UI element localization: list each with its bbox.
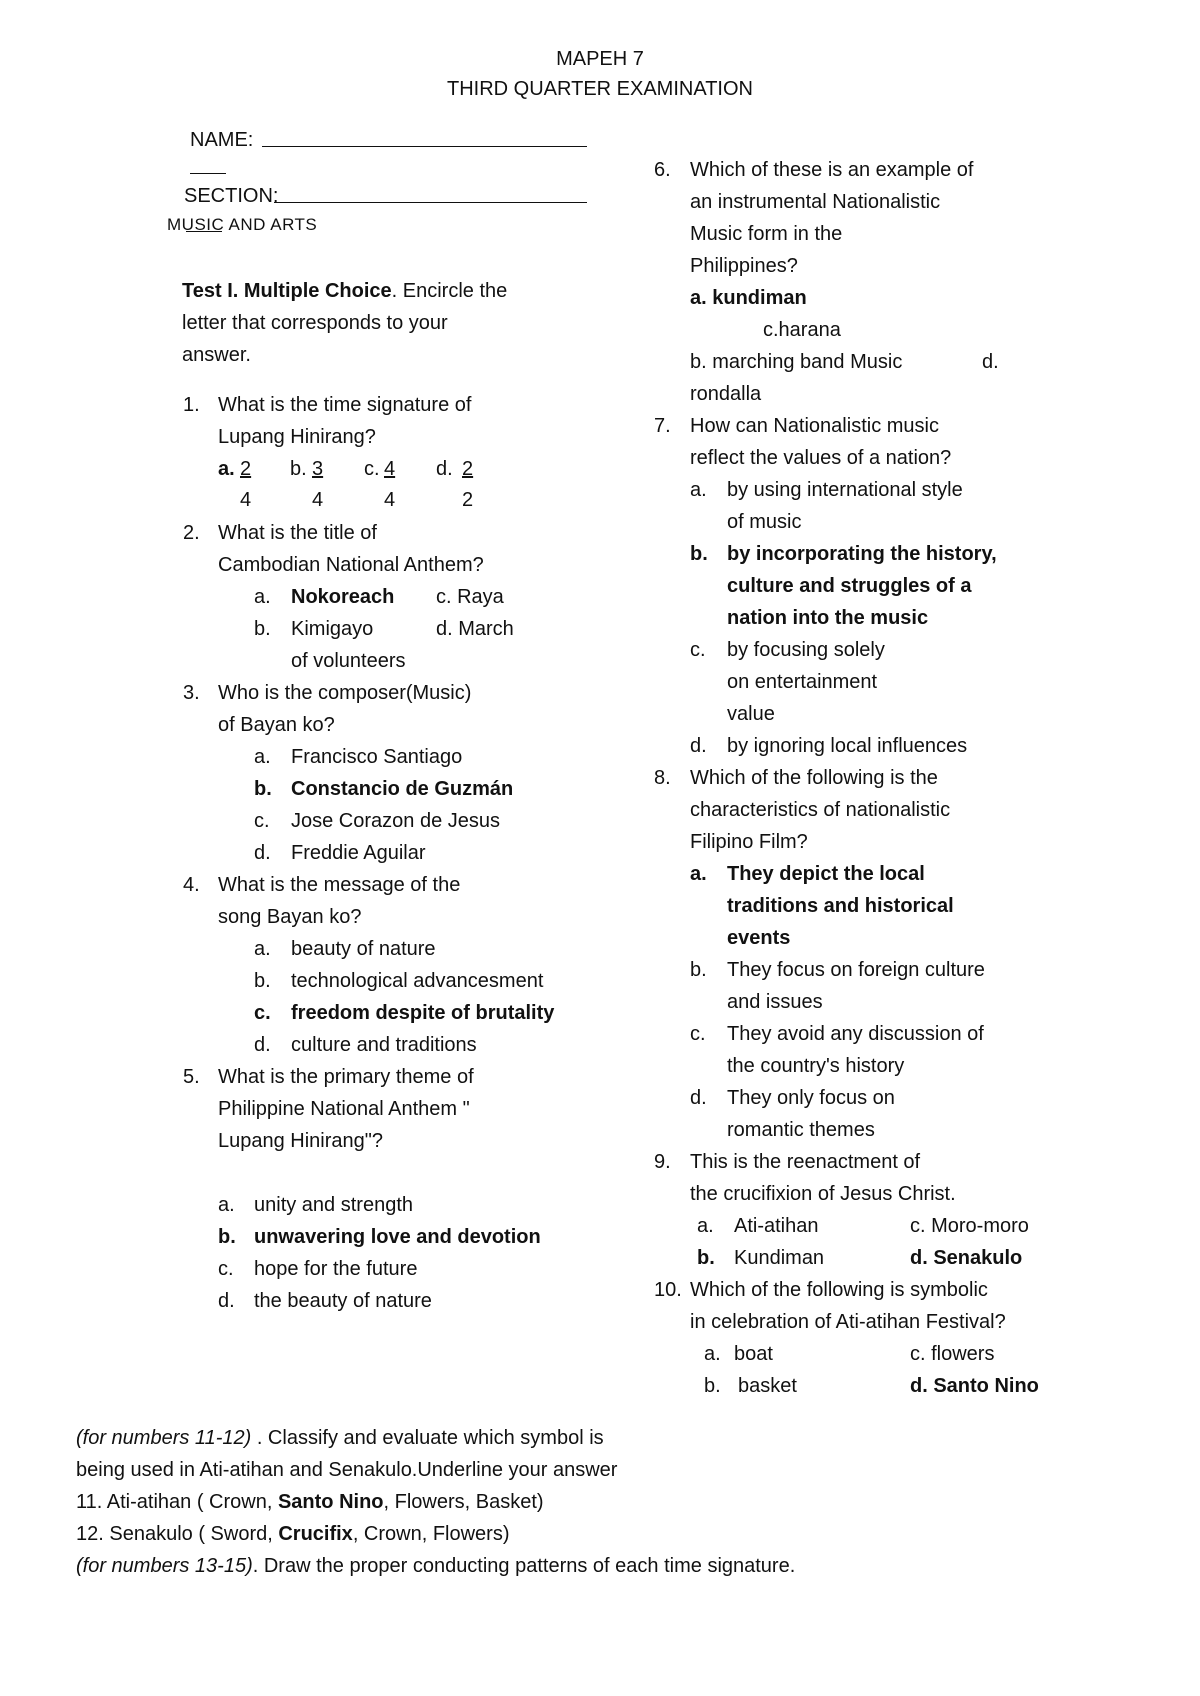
q3-c-letter: c. (254, 810, 270, 832)
q6-text: Which of these is an example of (690, 159, 974, 181)
q6-option-a[interactable]: a. kundiman (690, 287, 807, 309)
q3-option-c[interactable]: Jose Corazon de Jesus (291, 810, 501, 832)
q7-text-line2: reflect the values of a nation? (690, 447, 952, 469)
q1-text-line2: Lupang Hinirang? (218, 426, 376, 448)
q8-text-line2: characteristics of nationalistic (690, 799, 951, 821)
q7-b-letter: b. (690, 543, 708, 565)
q6-text-line3: Music form in the (690, 223, 843, 245)
subject-title: MAPEH 7 (556, 48, 644, 70)
q9-b-letter: b. (697, 1247, 715, 1269)
q3-d-letter: d. (254, 842, 271, 864)
q10-b-letter: b. (704, 1375, 721, 1397)
q5-d-letter: d. (218, 1290, 235, 1312)
q2-option-d-cont: of volunteers (291, 650, 406, 672)
exam-title: THIRD QUARTER EXAMINATION (447, 78, 753, 100)
q8-text-line3: Filipino Film? (690, 831, 808, 853)
q10-option-a[interactable]: boat (734, 1343, 773, 1365)
q7-option-b[interactable]: by incorporating the history, (727, 543, 997, 565)
q1-d-numerator: 2 (462, 458, 474, 480)
q4-d-letter: d. (254, 1034, 271, 1056)
q6-option-d[interactable]: d. (982, 351, 999, 373)
q2-number: 2. (183, 522, 200, 544)
component-label: MUSIC AND ARTS (167, 215, 318, 234)
q3-number: 3. (183, 682, 200, 704)
q9-text-line2: the crucifixion of Jesus Christ. (690, 1183, 956, 1205)
name-line-overflow (190, 173, 226, 174)
q7-option-c-line3: value (727, 703, 775, 725)
q3-text-line2: of Bayan ko? (218, 714, 335, 736)
q10-option-d[interactable]: d. Santo Nino (910, 1375, 1039, 1397)
q8-option-b-line2: and issues (727, 991, 823, 1013)
section-label: SECTION: (184, 185, 279, 207)
q3-option-a[interactable]: Francisco Santiago (291, 746, 463, 768)
q7-a-letter: a. (690, 479, 707, 501)
q1-number: 1. (183, 394, 200, 416)
q10-text-line2: in celebration of Ati-atihan Festival? (690, 1311, 1006, 1333)
q1-option-c[interactable]: c. (364, 458, 380, 480)
q1-text: What is the time signature of (218, 394, 472, 416)
section-line-overflow (186, 231, 222, 232)
q3-option-b[interactable]: Constancio de Guzmán (291, 778, 514, 800)
q7-text: How can Nationalistic music (690, 415, 939, 437)
section-line[interactable] (274, 202, 587, 203)
q1-b-numerator: 3 (312, 458, 324, 480)
q7-number: 7. (654, 415, 671, 437)
name-label: NAME: (190, 129, 254, 151)
q2-a-letter: a. (254, 586, 271, 608)
q2-text-line2: Cambodian National Anthem? (218, 554, 484, 576)
q8-option-a-line2: traditions and historical (727, 895, 954, 917)
instruction-11-12: (for numbers 11-12) . Classify and evaluate which symbol is (76, 1427, 604, 1449)
q8-option-d-line2: romantic themes (727, 1119, 875, 1141)
q5-c-letter: c. (218, 1258, 234, 1280)
q8-option-a[interactable]: They depict the local (727, 863, 925, 885)
q7-option-c-line2: on entertainment (727, 671, 878, 693)
q7-option-a-line2: of music (727, 511, 802, 533)
q4-text: What is the message of the (218, 874, 461, 896)
q6-option-c[interactable]: c.harana (763, 319, 841, 341)
q10-number: 10. (654, 1279, 682, 1301)
test1-title: Test I. Multiple Choice (182, 280, 392, 302)
q8-a-letter: a. (690, 863, 707, 885)
q5-text-line2: Philippine National Anthem " (218, 1098, 470, 1120)
q2-b-letter: b. (254, 618, 271, 640)
q10-option-b[interactable]: basket (738, 1375, 797, 1397)
q1-c-denominator: 4 (384, 489, 396, 511)
q6-text-line4: Philippines? (690, 255, 798, 277)
instruction-11-12-line2: being used in Ati-atihan and Senakulo.Underline your answer (76, 1459, 618, 1481)
q8-d-letter: d. (690, 1087, 707, 1109)
q9-text: This is the reenactment of (690, 1151, 921, 1173)
q8-option-b[interactable]: They focus on foreign culture (727, 959, 985, 981)
q4-option-b[interactable]: technological advancesment (291, 970, 544, 992)
q1-b-denominator: 4 (312, 489, 324, 511)
q11-answer[interactable]: Santo Nino (277, 1491, 384, 1513)
q5-option-c[interactable]: hope for the future (254, 1258, 418, 1280)
q1-c-numerator: 4 (384, 458, 396, 480)
q8-option-a-line3: events (727, 927, 791, 949)
q6-option-b[interactable]: b. marching band Music (690, 351, 903, 373)
q5-a-letter: a. (218, 1194, 235, 1216)
q9-a-letter: a. (697, 1215, 714, 1237)
q8-option-c[interactable]: They avoid any discussion of (727, 1023, 984, 1045)
q4-c-letter: c. (254, 1002, 271, 1024)
q8-b-letter: b. (690, 959, 707, 981)
q1-d-denominator: 2 (462, 489, 474, 511)
q5-number: 5. (183, 1066, 200, 1088)
q7-option-b-line2: culture and struggles of a (727, 575, 972, 597)
q4-b-letter: b. (254, 970, 271, 992)
q2-option-d[interactable]: d. March (436, 618, 514, 640)
q8-text: Which of the following is the (690, 767, 938, 789)
q7-option-d[interactable]: by ignoring local influences (727, 735, 968, 757)
q2-option-b[interactable]: Kimigayo (291, 618, 374, 640)
q10-a-letter: a. (704, 1343, 721, 1365)
q5-text-line3: Lupang Hinirang"? (218, 1130, 383, 1152)
q8-c-letter: c. (690, 1023, 706, 1045)
q5-option-d[interactable]: the beauty of nature (254, 1290, 432, 1312)
test1-instruction-line3: answer. (182, 344, 251, 366)
q3-text: Who is the composer(Music) (218, 682, 472, 704)
q12-answer[interactable]: Crucifix (278, 1523, 353, 1545)
q6-option-d-cont: rondalla (690, 383, 762, 405)
question-12: 12. Senakulo ( Sword, Crucifix, Crown, Flowers) (76, 1523, 510, 1545)
q2-option-c[interactable]: c. Raya (436, 586, 504, 608)
q9-number: 9. (654, 1151, 671, 1173)
q4-number: 4. (183, 874, 200, 896)
q3-option-d[interactable]: Freddie Aguilar (291, 842, 426, 864)
q7-option-b-line3: nation into the music (727, 607, 929, 629)
q8-number: 8. (654, 767, 671, 789)
q9-option-b[interactable]: Kundiman (734, 1247, 825, 1269)
q1-option-d[interactable]: d. (436, 458, 453, 480)
q7-option-a[interactable]: by using international style (727, 479, 963, 501)
q9-option-c[interactable]: c. Moro-moro (910, 1215, 1029, 1237)
q5-text: What is the primary theme of (218, 1066, 474, 1088)
q4-option-c[interactable]: freedom despite of brutality (291, 1002, 555, 1024)
q5-option-a[interactable]: unity and strength (254, 1194, 413, 1216)
q4-a-letter: a. (254, 938, 271, 960)
q8-option-c-line2: the country's history (727, 1055, 905, 1077)
q1-option-a[interactable]: a. (218, 458, 235, 480)
q3-a-letter: a. (254, 746, 271, 768)
q5-option-b[interactable]: unwavering love and devotion (254, 1226, 541, 1248)
q4-option-a[interactable]: beauty of nature (291, 938, 436, 960)
q6-number: 6. (654, 159, 671, 181)
q9-option-d[interactable]: d. Senakulo (910, 1247, 1023, 1269)
test1-instruction-line2: letter that corresponds to your (182, 312, 448, 334)
q6-text-line2: an instrumental Nationalistic (690, 191, 941, 213)
instruction-13-15: (for numbers 13-15). Draw the proper conducting patterns of each time signature. (76, 1555, 796, 1577)
q1-a-denominator: 4 (240, 489, 252, 511)
q2-option-a[interactable]: Nokoreach (291, 586, 395, 608)
q2-text: What is the title of (218, 522, 377, 544)
q4-text-line2: song Bayan ko? (218, 906, 362, 928)
q4-option-d[interactable]: culture and traditions (291, 1034, 477, 1056)
q10-text: Which of the following is symbolic (690, 1279, 988, 1301)
q3-b-letter: b. (254, 778, 272, 800)
q8-option-d[interactable]: They only focus on (727, 1087, 895, 1109)
name-line[interactable] (262, 146, 587, 147)
q7-d-letter: d. (690, 735, 707, 757)
q9-option-a[interactable]: Ati-atihan (734, 1215, 819, 1237)
question-11: 11. Ati-atihan ( Crown, Santo Nino, Flowers, Basket) (76, 1491, 544, 1513)
q7-c-letter: c. (690, 639, 706, 661)
q7-option-c[interactable]: by focusing solely (727, 639, 885, 661)
test1-instruction: Test I. Multiple Choice. Encircle the (182, 280, 508, 302)
q1-a-numerator: 2 (240, 458, 252, 480)
q1-option-b[interactable]: b. (290, 458, 307, 480)
q10-option-c[interactable]: c. flowers (910, 1343, 995, 1365)
q5-b-letter: b. (218, 1226, 236, 1248)
